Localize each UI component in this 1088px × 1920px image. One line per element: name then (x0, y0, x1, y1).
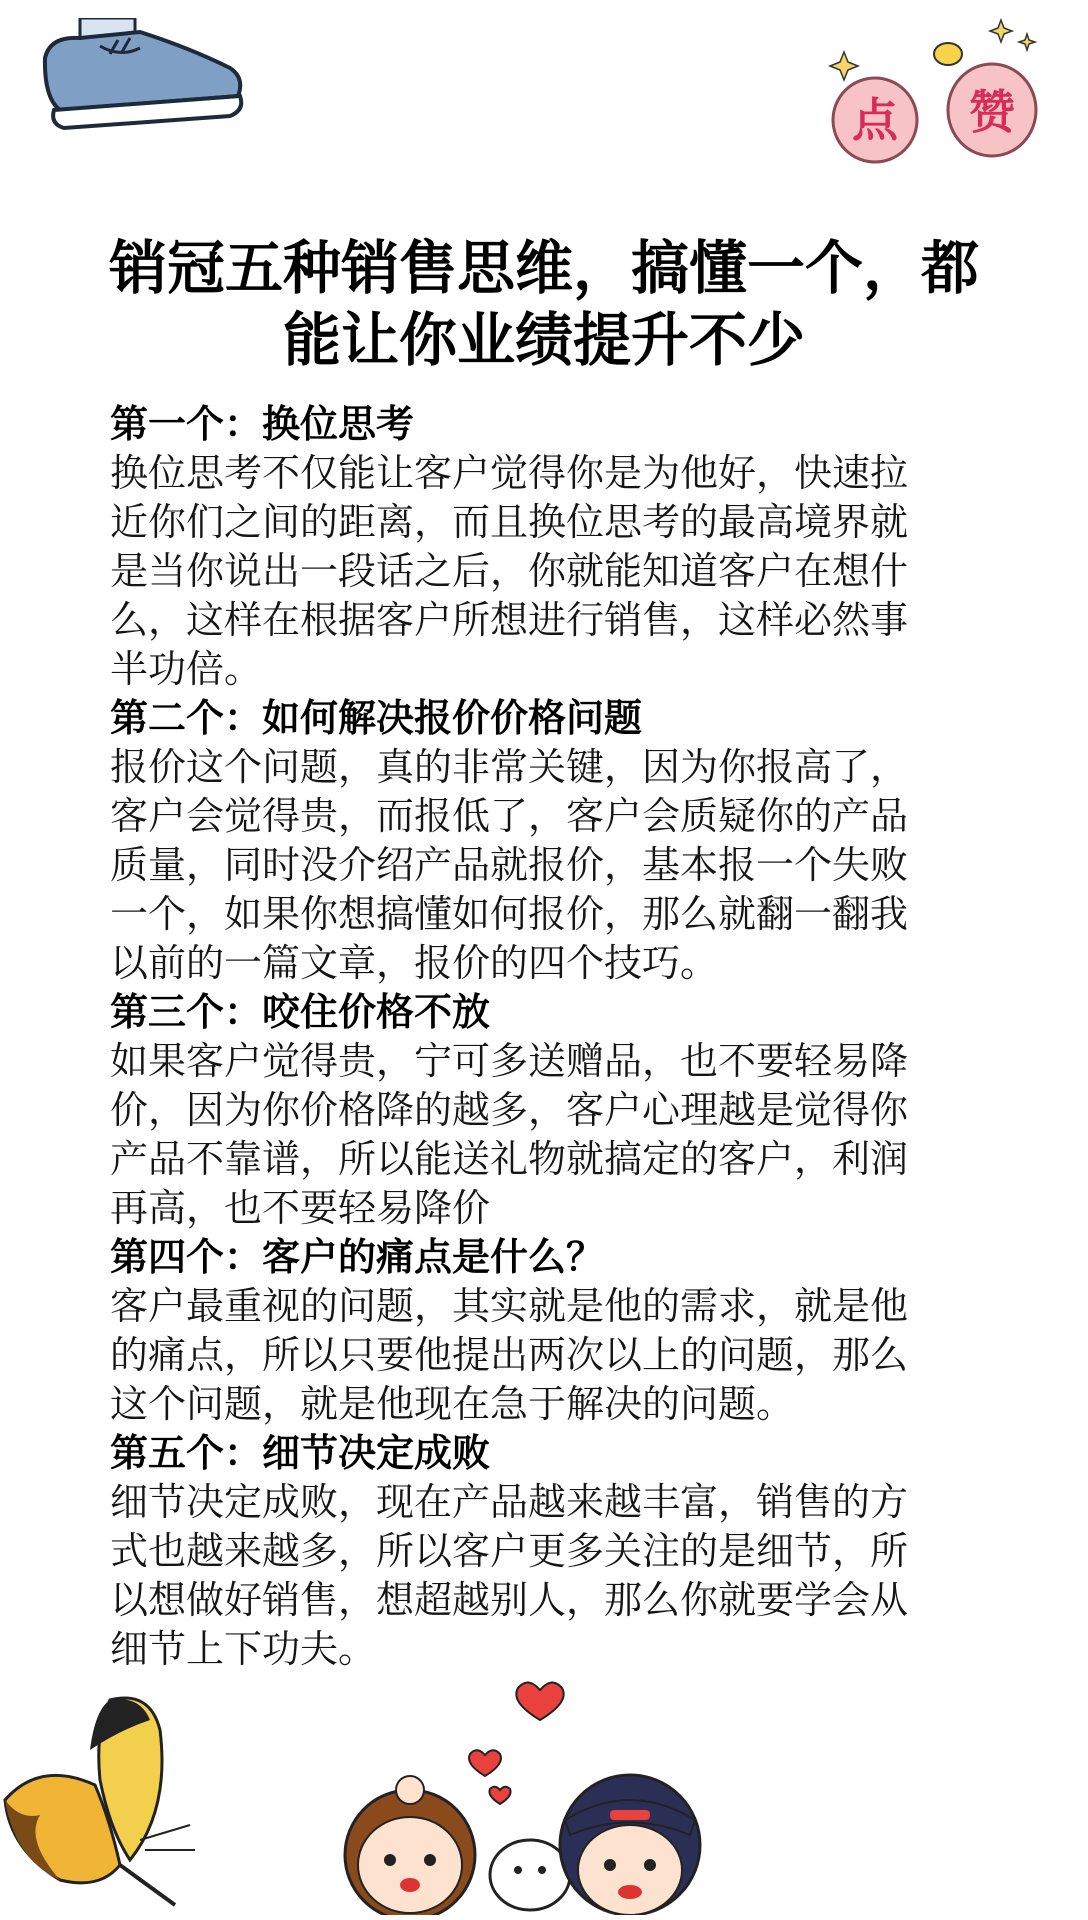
section-heading: 第三个：咬住价格不放 (110, 990, 491, 1034)
paragraph-line: 再高，也不要轻易降价 (110, 1186, 491, 1230)
paragraph-line: 以想做好销售，想超越别人，那么你就要学会从 (110, 1578, 909, 1622)
paragraph-line: 式也越来越多，所以客户更多关注的是细节，所 (110, 1529, 909, 1573)
paragraph-line: 客户最重视的问题，其实就是他的需求，就是他 (110, 1284, 909, 1328)
title-line-1: 销冠五种销售思维，搞懂一个，都 (108, 234, 979, 302)
section-heading: 第五个：细节决定成败 (110, 1431, 491, 1475)
section-paragraph (110, 1037, 990, 1233)
paragraph-line: 半功倍。 (110, 647, 263, 691)
paragraph-line: 质量，同时没介绍产品就报价，基本报一个失败 (110, 843, 909, 887)
section-heading: 第一个：换位思考 (110, 402, 415, 446)
article-body (110, 400, 990, 1674)
page-title (0, 232, 1088, 376)
paragraph-line: 是当你说出一段话之后，你就能知道客户在想什 (110, 549, 909, 593)
section-paragraph (110, 449, 990, 694)
paragraph-line: 产品不靠谱，所以能送礼物就搞定的客户，利润 (110, 1137, 909, 1181)
paragraph-line: 么，这样在根据客户所想进行销售，这样必然事 (110, 598, 909, 642)
paragraph-line: 的痛点，所以只要他提出两次以上的问题，那么 (110, 1333, 909, 1377)
couple-illustration-icon (340, 1670, 710, 1915)
sticker-zan-text: 赞 (969, 85, 1015, 139)
sticker-dian-text: 点 (852, 93, 898, 147)
section-3 (110, 988, 990, 1233)
paragraph-line: 一个，如果你想搞懂如何报价，那么就翻一翻我 (110, 892, 909, 936)
like-sticker-icon (820, 10, 1060, 180)
butterfly-illustration-icon (0, 1690, 200, 1910)
paragraph-line: 近你们之间的距离，而且换位思考的最高境界就 (110, 500, 909, 544)
section-4 (110, 1233, 990, 1429)
section-heading: 第二个：如何解决报价价格问题 (110, 696, 643, 740)
paragraph-line: 以前的一篇文章，报价的四个技巧。 (110, 941, 719, 985)
paragraph-line: 细节上下功夫。 (110, 1627, 377, 1671)
section-1 (110, 400, 990, 694)
paragraph-line: 价，因为你价格降的越多，客户心理越是觉得你 (110, 1088, 909, 1132)
section-paragraph (110, 1478, 990, 1674)
paragraph-line: 如果客户觉得贵，宁可多送赠品，也不要轻易降 (110, 1039, 909, 1083)
paragraph-line: 这个问题，就是他现在急于解决的问题。 (110, 1382, 795, 1426)
section-2 (110, 694, 990, 988)
paragraph-line: 报价这个问题，真的非常关键，因为你报高了， (110, 745, 909, 789)
section-paragraph (110, 743, 990, 988)
section-5 (110, 1429, 990, 1674)
section-paragraph (110, 1282, 990, 1429)
section-heading: 第四个：客户的痛点是什么？ (110, 1235, 605, 1279)
title-line-2: 能让你业绩提升不少 (282, 306, 805, 374)
shoe-illustration-icon (40, 18, 250, 136)
paragraph-line: 细节决定成败，现在产品越来越丰富，销售的方 (110, 1480, 909, 1524)
paragraph-line: 客户会觉得贵，而报低了，客户会质疑你的产品 (110, 794, 909, 838)
paragraph-line: 换位思考不仅能让客户觉得你是为他好，快速拉 (110, 451, 909, 495)
